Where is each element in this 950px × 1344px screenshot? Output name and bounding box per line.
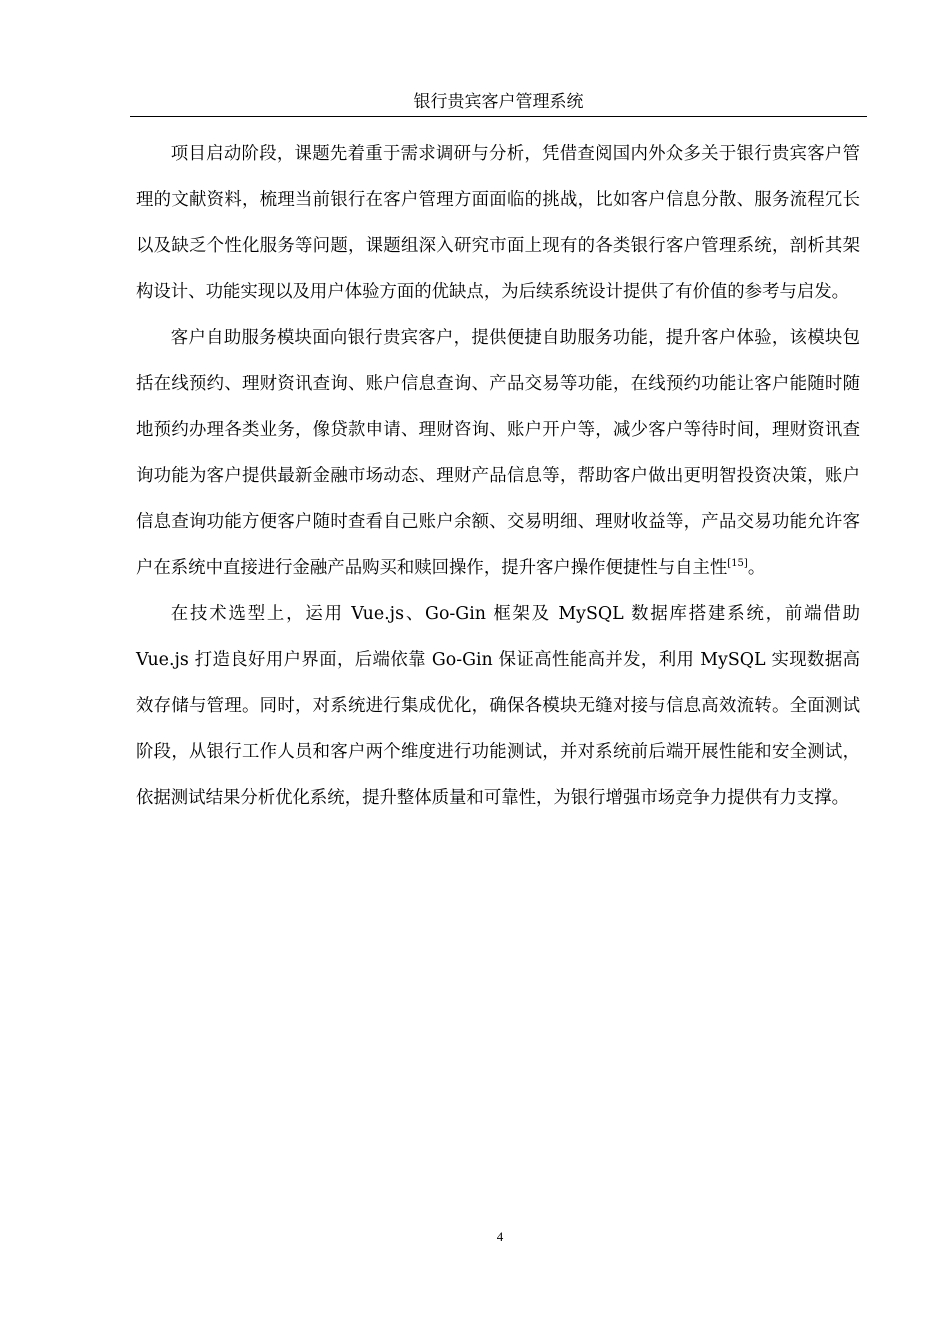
- paragraph-self-service-module: [136, 315, 860, 591]
- paragraph-text: 在技术选型上，运用 Vue.js、Go-Gin 框架及 MySQL 数据库搭建系统，前端借助 Vue.js 打造良好用户界面，后端依靠 Go-Gin 保证高性能高并发，利用 MySQL 实现数据高效存储与管理。同时，对系统进行集成优化，确保各模块无缝对接与信息高效流转。全面测试阶段，从银行工作人员和客户两个维度进行功能测试，并对系统前后端开展性能和安全测试，依据测试结果分析优化系统，提升整体质量和可靠性，为银行增强市场竞争力提供有力支撑。: [136, 604, 860, 808]
- page-number-text: 4: [496, 1229, 504, 1244]
- header-title: 银行贵宾客户管理系统: [413, 92, 584, 112]
- paragraph-text: 项目启动阶段，课题先着重于需求调研与分析，凭借查阅国内外众多关于银行贵宾客户管理的文献资料，梳理当前银行在客户管理方面面临的挑战，比如客户信息分散、服务流程冗长以及缺乏个性化服务等问题，课题组深入研究市面上现有的各类银行客户管理系统，剖析其架构设计、功能实现以及用户体验方面的优缺点，为后续系统设计提供了有价值的参考与启发。: [136, 144, 860, 302]
- paragraph-project-startup: [136, 131, 860, 315]
- paragraph-text: 客户自助服务模块面向银行贵宾客户，提供便捷自助服务功能，提升客户体验，该模块包括在线预约、理财资讯查询、账户信息查询、产品交易等功能，在线预约功能让客户能随时随地预约办理各类业务，像贷款申请、理财咨询、账户开户等，减少客户等待时间，理财资讯查询功能为客户提供最新金融市场动态、理财产品信息等，帮助客户做出更明智投资决策，账户信息查询功能方便客户随时查看自己账户余额、交易明细、理财收益等，产品交易功能允许客户在系统中直接进行金融产品购买和赎回操作，提升客户操作便捷性与自主性: [136, 328, 860, 578]
- citation-reference: [15]: [727, 558, 748, 570]
- paragraph-tail: 。: [747, 558, 766, 578]
- page-number: [0, 1229, 950, 1245]
- paragraph-technology-selection: [136, 591, 860, 821]
- document-body: [136, 131, 860, 821]
- page-header: [130, 88, 867, 117]
